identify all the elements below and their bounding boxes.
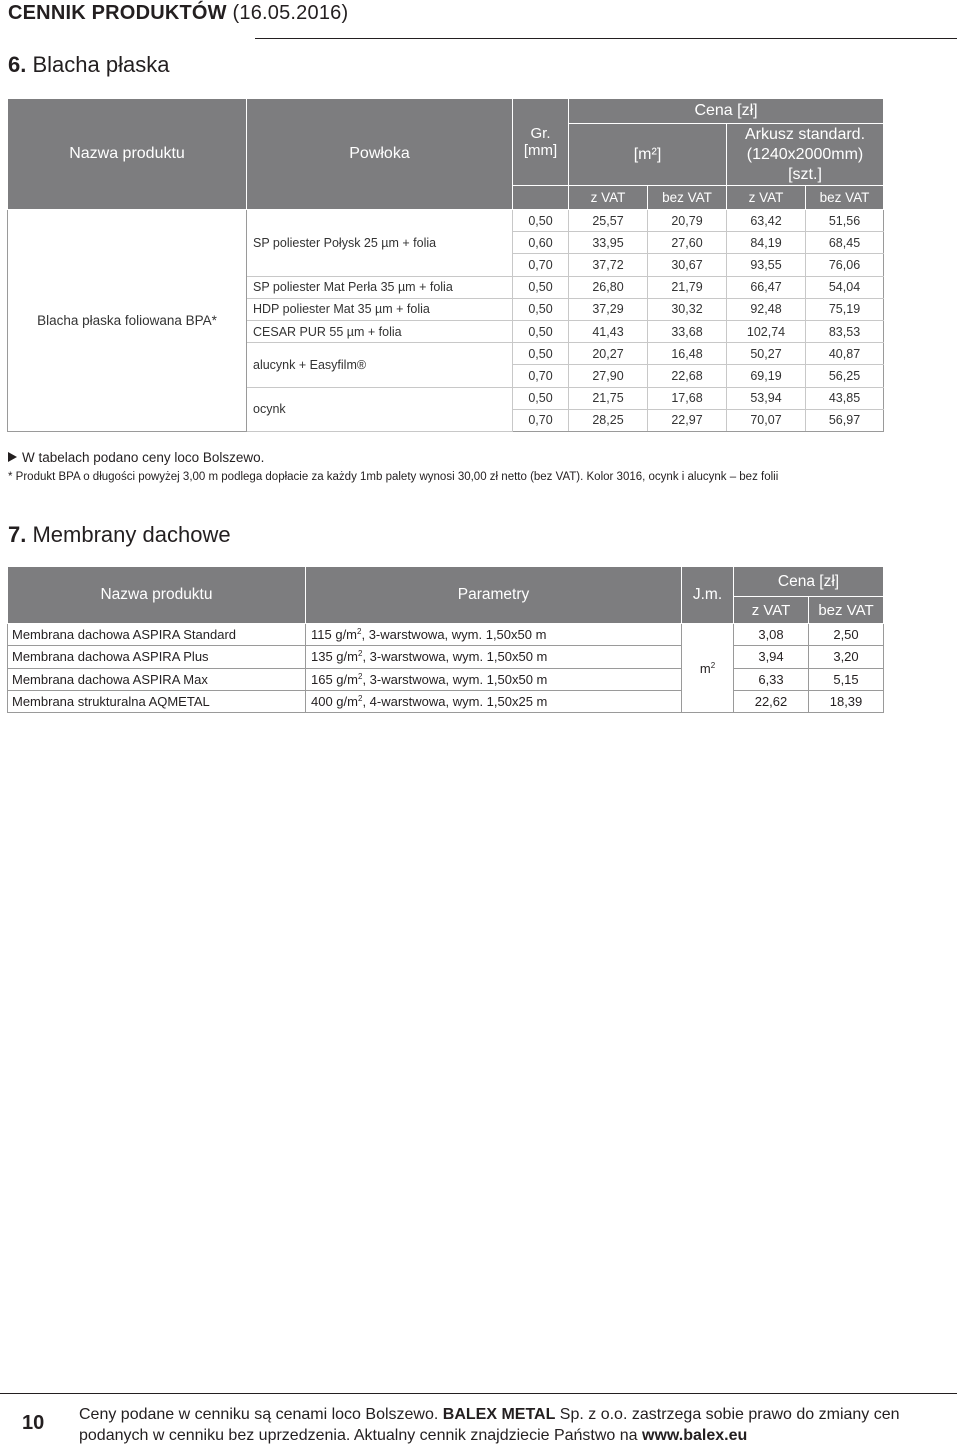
footer-text-b: Sp. z o.o. zastrzega sobie prawo do zmiany cen podanych w cenniku bez uprzedzenia. Aktualny cennik znajdziecie Państwo na — [79, 1406, 900, 1444]
cell-price: 63,42 — [727, 210, 806, 232]
membrane-params — [306, 646, 682, 668]
cell-price: 17,68 — [648, 387, 727, 409]
header-product-name: Nazwa produktu — [8, 99, 247, 210]
table-row — [8, 646, 884, 668]
header-sheet-line3: [szt.] — [788, 165, 822, 183]
header-unit: J.m. — [682, 567, 734, 624]
header-price-sheet — [727, 124, 884, 186]
coating-name: alucynk + Easyfilm® — [247, 343, 513, 387]
header-thickness-line2: [mm] — [523, 142, 558, 159]
header-membrane-z-vat: z VAT — [734, 597, 809, 624]
price-bez-vat: 18,39 — [809, 690, 884, 712]
price-bez-vat: 5,15 — [809, 668, 884, 690]
cell-thickness: 0,50 — [513, 210, 569, 232]
header-membrane-bez-vat: bez VAT — [809, 597, 884, 624]
unit-sup: 2 — [710, 660, 716, 670]
cell-price: 37,29 — [569, 298, 648, 320]
cell-price: 69,19 — [727, 365, 806, 387]
coating-name: SP poliester Połysk 25 µm + folia — [247, 210, 513, 277]
membrane-price-table — [7, 566, 884, 713]
header-thickness-blank — [513, 186, 569, 210]
cell-price: 30,32 — [648, 298, 727, 320]
coating-name: ocynk — [247, 387, 513, 431]
cell-price: 40,87 — [806, 343, 884, 365]
section-6-name: Blacha płaska — [32, 52, 170, 77]
membrane-params — [306, 690, 682, 712]
page-title-date: (16.05.2016) — [232, 2, 349, 24]
cell-thickness: 0,70 — [513, 365, 569, 387]
cell-price: 41,43 — [569, 320, 648, 342]
cell-price: 102,74 — [727, 320, 806, 342]
triangle-bullet-icon — [8, 452, 17, 462]
cell-price: 68,45 — [806, 232, 884, 254]
param-sup: 2 — [357, 671, 363, 681]
cell-price: 33,68 — [648, 320, 727, 342]
header-params: Parametry — [306, 567, 682, 624]
cell-price: 27,90 — [569, 365, 648, 387]
param-weight: 165 g/m — [311, 671, 358, 687]
param-weight: 135 g/m — [311, 649, 358, 665]
param-rest: , 4-warstwowa, wym. 1,50x25 m — [362, 694, 548, 710]
title-rule — [255, 38, 957, 39]
header-thickness-line1: Gr. — [530, 125, 551, 142]
cell-thickness: 0,50 — [513, 387, 569, 409]
price-bez-vat: 2,50 — [809, 624, 884, 646]
coating-name: HDP poliester Mat 35 µm + folia — [247, 298, 513, 320]
cell-price: 93,55 — [727, 254, 806, 276]
cell-price: 53,94 — [727, 387, 806, 409]
membrane-name: Membrana dachowa ASPIRA Plus — [8, 646, 306, 668]
header-coating: Powłoka — [247, 99, 513, 210]
coating-name: CESAR PUR 55 µm + folia — [247, 320, 513, 342]
cell-price: 30,67 — [648, 254, 727, 276]
cell-price: 22,68 — [648, 365, 727, 387]
param-sup: 2 — [357, 627, 362, 637]
note-loco-text: W tabelach podano ceny loco Bolszewo. — [22, 450, 265, 465]
header-price-m2: [m²] — [569, 124, 727, 186]
membrane-params — [306, 624, 682, 646]
section-6-number: 6. — [8, 52, 27, 77]
param-rest: , 3-warstwowa, wym. 1,50x50 m — [362, 649, 548, 665]
cell-price: 20,79 — [648, 210, 727, 232]
cell-price: 51,56 — [806, 210, 884, 232]
price-z-vat: 22,62 — [734, 690, 809, 712]
price-bez-vat: 3,20 — [809, 646, 884, 668]
flat-sheet-price-table — [7, 98, 884, 432]
page-title-main: CENNIK PRODUKTÓW — [8, 2, 227, 24]
table-row — [8, 210, 884, 232]
price-z-vat: 6,33 — [734, 668, 809, 690]
cell-price: 75,19 — [806, 298, 884, 320]
header-m2-bez-vat: bez VAT — [648, 186, 727, 210]
param-weight: 115 g/m — [311, 627, 358, 643]
cell-price: 66,47 — [727, 276, 806, 298]
cell-price: 33,95 — [569, 232, 648, 254]
membrane-params — [306, 668, 682, 690]
param-sup: 2 — [357, 649, 363, 659]
cell-price: 54,04 — [806, 276, 884, 298]
page-title — [8, 2, 348, 25]
cell-price: 26,80 — [569, 276, 648, 298]
cell-price: 50,27 — [727, 343, 806, 365]
param-rest: , 3-warstwowa, wym. 1,50x50 m — [361, 627, 547, 643]
section-7-name: Membrany dachowe — [32, 522, 231, 547]
footer-text — [79, 1404, 949, 1445]
table-row — [8, 624, 884, 646]
cell-price: 22,97 — [648, 409, 727, 431]
table-row — [8, 690, 884, 712]
cell-price: 56,97 — [806, 409, 884, 431]
note-bpa: * Produkt BPA o długości powyżej 3,00 m podlega dopłacie za każdy 1mb palety wynosi 30,00 zł netto (bez VAT). Kolor 3016, ocynk i alucynk – bez folii — [8, 471, 779, 483]
param-weight: 400 g/m — [311, 694, 358, 710]
cell-price: 83,53 — [806, 320, 884, 342]
cell-price: 84,19 — [727, 232, 806, 254]
table-row — [8, 668, 884, 690]
product-name: Blacha płaska foliowana BPA* — [8, 210, 247, 432]
cell-thickness: 0,50 — [513, 320, 569, 342]
membrane-name: Membrana dachowa ASPIRA Standard — [8, 624, 306, 646]
cell-price: 76,06 — [806, 254, 884, 276]
cell-price: 25,57 — [569, 210, 648, 232]
header-sheet-z-vat: z VAT — [727, 186, 806, 210]
cell-thickness: 0,50 — [513, 276, 569, 298]
param-sup: 2 — [357, 694, 363, 704]
unit-cell — [682, 624, 734, 713]
cell-price: 56,25 — [806, 365, 884, 387]
footer-rule — [0, 1393, 957, 1394]
cell-price: 70,07 — [727, 409, 806, 431]
section-7-number: 7. — [8, 522, 27, 547]
footer-company: BALEX METAL — [442, 1406, 556, 1423]
section-6-title — [8, 52, 169, 78]
cell-price: 21,75 — [569, 387, 648, 409]
section-7-title — [8, 522, 231, 548]
note-loco — [8, 450, 264, 465]
price-z-vat: 3,08 — [734, 624, 809, 646]
cell-price: 27,60 — [648, 232, 727, 254]
header-sheet-bez-vat: bez VAT — [806, 186, 884, 210]
cell-price: 37,72 — [569, 254, 648, 276]
cell-thickness: 0,70 — [513, 254, 569, 276]
header-membrane-name: Nazwa produktu — [8, 567, 306, 624]
membrane-name: Membrana dachowa ASPIRA Max — [8, 668, 306, 690]
cell-price: 21,79 — [648, 276, 727, 298]
cell-price: 20,27 — [569, 343, 648, 365]
price-z-vat: 3,94 — [734, 646, 809, 668]
footer-text-a: Ceny podane w cenniku są cenami loco Bolszewo. — [79, 1406, 443, 1423]
cell-price: 16,48 — [648, 343, 727, 365]
footer-url-link[interactable]: www.balex.eu — [642, 1427, 748, 1444]
cell-thickness: 0,70 — [513, 409, 569, 431]
header-sheet-line1: Arkusz standard. — [744, 125, 866, 143]
page-number: 10 — [22, 1412, 45, 1434]
membrane-name: Membrana strukturalna AQMETAL — [8, 690, 306, 712]
header-sheet-line2: (1240x2000mm) — [746, 145, 864, 163]
coating-name: SP poliester Mat Perła 35 µm + folia — [247, 276, 513, 298]
header-price: Cena [zł] — [569, 99, 884, 124]
header-thickness — [513, 99, 569, 186]
cell-price: 28,25 — [569, 409, 648, 431]
cell-price: 92,48 — [727, 298, 806, 320]
cell-thickness: 0,50 — [513, 298, 569, 320]
header-membrane-price: Cena [zł] — [734, 567, 884, 597]
unit-value: m — [699, 660, 711, 676]
param-rest: , 3-warstwowa, wym. 1,50x50 m — [362, 671, 548, 687]
header-m2-z-vat: z VAT — [569, 186, 648, 210]
cell-thickness: 0,50 — [513, 343, 569, 365]
cell-price: 43,85 — [806, 387, 884, 409]
cell-thickness: 0,60 — [513, 232, 569, 254]
